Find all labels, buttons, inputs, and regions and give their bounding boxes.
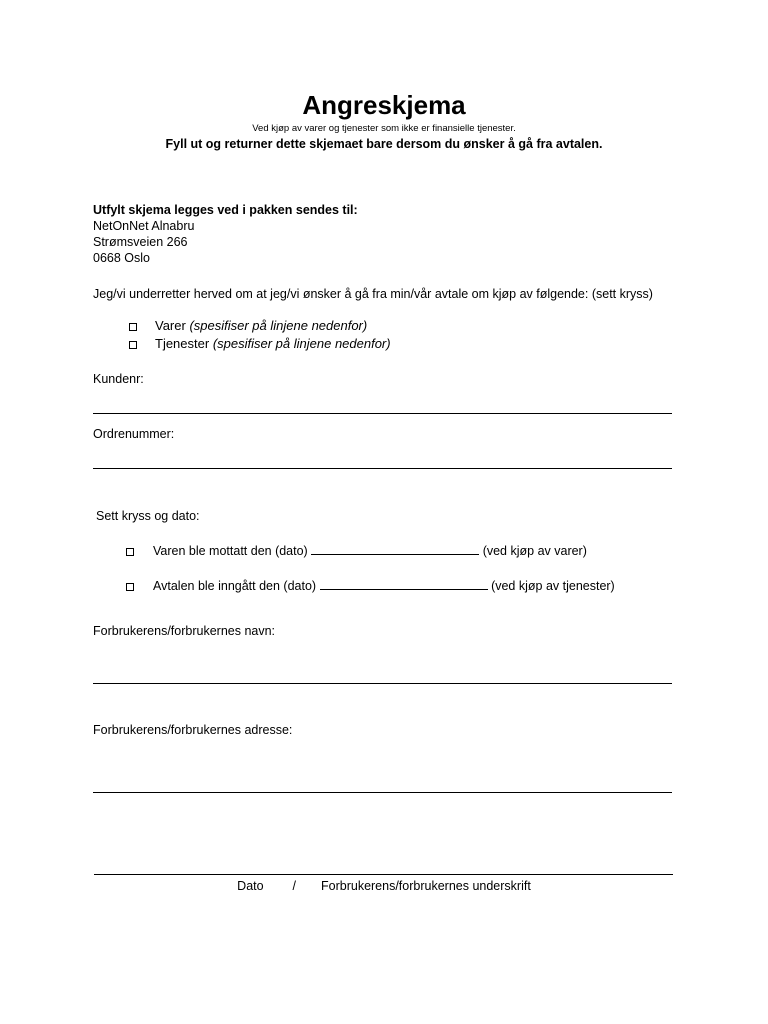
recipient-name: NetOnNet Alnabru: [93, 219, 195, 233]
services-option-label: Tjenester: [155, 336, 210, 351]
form-subtitle: Ved kjøp av varer og tjenester som ikke er finansielle tjenester.: [252, 123, 516, 134]
concluded-row: [153, 577, 615, 594]
goods-checkbox[interactable]: [129, 323, 137, 331]
form-title: Angreskjema: [302, 90, 466, 120]
received-label: Varen ble mottatt den (dato): [153, 544, 308, 558]
signature-separator: /: [292, 879, 297, 893]
received-suffix: (ved kjøp av varer): [482, 544, 587, 558]
signature-line[interactable]: [94, 874, 673, 875]
concluded-checkbox[interactable]: [126, 583, 134, 591]
signature-date-label: Dato: [237, 879, 264, 893]
concluded-date-blank[interactable]: [320, 577, 488, 590]
received-date-blank[interactable]: [311, 542, 479, 555]
form-instruction: Fyll ut og returner dette skjemaet bare dersom du ønsker å gå fra avtalen.: [165, 137, 603, 151]
customer-number-label: Kundenr:: [93, 372, 144, 386]
consumer-address-line[interactable]: [93, 792, 672, 793]
customer-number-line[interactable]: [93, 413, 672, 414]
order-number-label: Ordrenummer:: [93, 427, 175, 441]
recipient-street: Strømsveien 266: [93, 235, 188, 249]
signature-label: Forbrukerens/forbrukernes underskrift: [321, 879, 531, 893]
recipient-heading: Utfylt skjema legges ved i pakken sendes til:: [93, 203, 358, 217]
withdrawal-notice: Jeg/vi underretter herved om at jeg/vi ønsker å gå fra min/vår avtale om kjøp av følgende: (sett kryss): [93, 287, 653, 301]
concluded-suffix: (ved kjøp av tjenester): [491, 579, 615, 593]
order-number-line[interactable]: [93, 468, 672, 469]
concluded-label: Avtalen ble inngått den (dato): [153, 579, 317, 593]
goods-option-note: (spesifiser på linjene nedenfor): [189, 318, 368, 333]
consumer-name-line[interactable]: [93, 683, 672, 684]
received-checkbox[interactable]: [126, 548, 134, 556]
date-section-heading: Sett kryss og dato:: [96, 509, 200, 523]
goods-option-label: Varer: [155, 318, 186, 333]
signature-caption: [0, 878, 768, 894]
recipient-postal: 0668 Oslo: [93, 251, 150, 265]
services-option: [155, 336, 391, 352]
services-option-note: (spesifiser på linjene nedenfor): [212, 336, 391, 351]
services-checkbox[interactable]: [129, 341, 137, 349]
received-row: [153, 542, 587, 559]
consumer-name-label: Forbrukerens/forbrukernes navn:: [93, 624, 276, 638]
consumer-address-label: Forbrukerens/forbrukernes adresse:: [93, 723, 293, 737]
goods-option: [155, 318, 367, 334]
